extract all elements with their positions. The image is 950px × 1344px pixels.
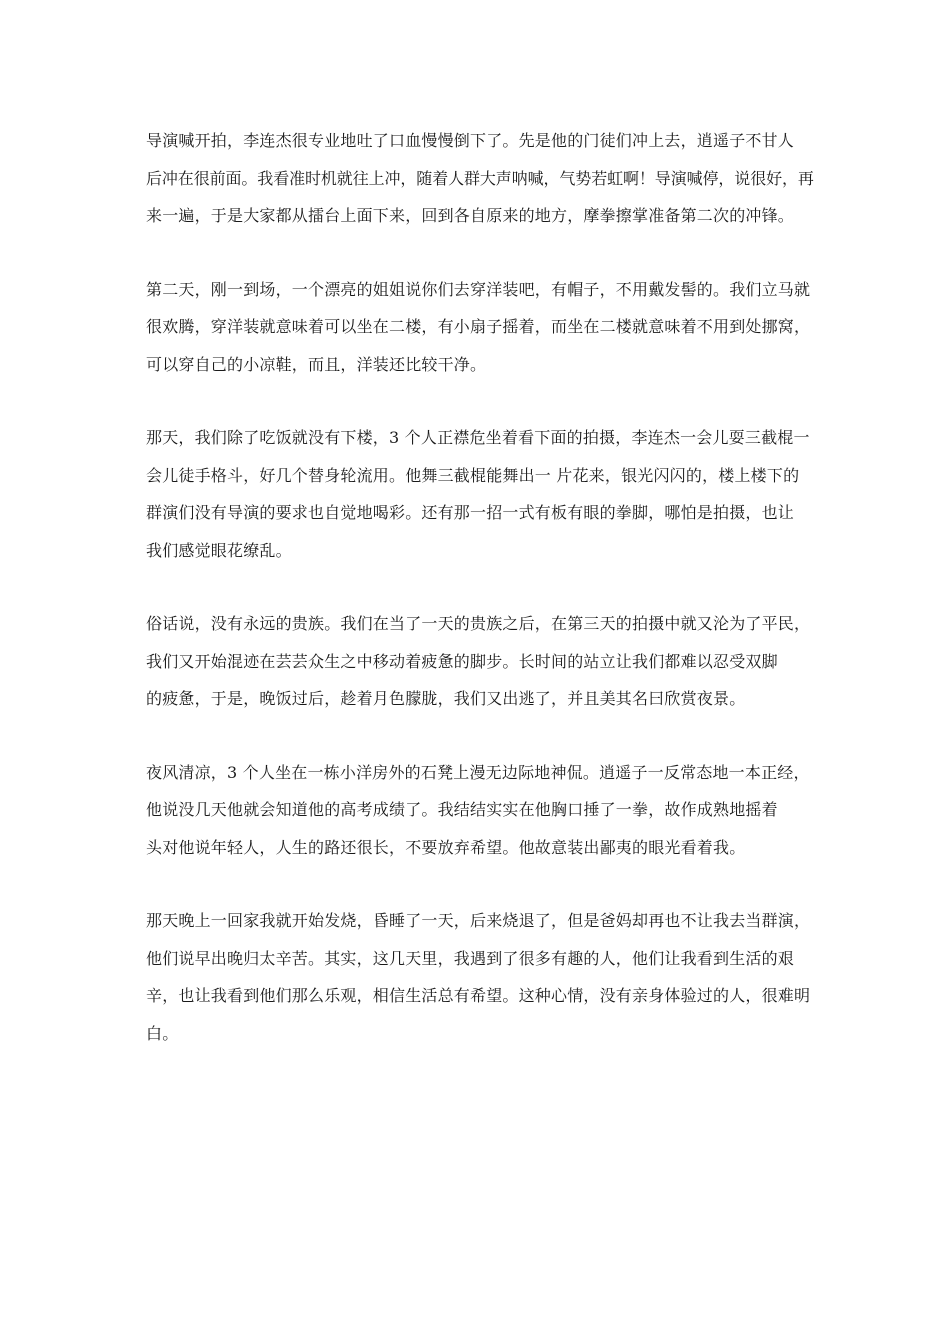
- article-body: [146, 122, 816, 1088]
- text-line: 俗话说，没有永远的贵族。我们在当了一天的贵族之后，在第三天的拍摄中就又沦为了平民，: [146, 614, 811, 633]
- paragraph-4: [146, 605, 816, 718]
- text-line: 的疲惫，于是，晚饭过后，趁着月色朦胧，我们又出逃了，并且美其名曰欣赏夜景。: [146, 689, 746, 708]
- text-line: 那天晚上一回家我就开始发烧，昏睡了一天，后来烧退了，但是爸妈却再也不让我去当群演，: [146, 911, 811, 930]
- text-line: 来一遍，于是大家都从擂台上面下来，回到各自原来的地方，摩拳擦掌准备第二次的冲锋。: [146, 206, 795, 225]
- text-line: 会儿徒手格斗，好几个替身轮流用。他舞三截棍能舞出一 片花来，银光闪闪的，楼上楼下的: [146, 465, 800, 485]
- text-line: 他说没几天他就会知道他的高考成绩了。我结结实实在他胸口捶了一拳，故作成熟地摇着: [146, 800, 778, 819]
- text-line: 头对他说年轻人，人生的路还很长，不要放弃希望。他故意装出鄙夷的眼光看着我。: [146, 837, 746, 857]
- text-line: 我们又开始混迹在芸芸众生之中移动着疲惫的脚步。长时间的站立让我们都难以忍受双脚: [146, 651, 778, 671]
- text-line: 白。: [146, 1023, 179, 1043]
- paragraph-2: [146, 271, 816, 384]
- paragraph-5: [146, 754, 816, 867]
- text-line: 辛，也让我看到他们那么乐观，相信生活总有希望。这种心情，没有亲身体验过的人，很难明: [146, 986, 811, 1005]
- text-line: 第二天，刚一到场，一个漂亮的姐姐说你们去穿洋装吧，有帽子，不用戴发髻的。我们立马就: [146, 279, 811, 299]
- text-line: 导演喊开拍，李连杰很专业地吐了口血慢慢倒下了。先是他的门徒们冲上去，逍遥子不甘人: [146, 131, 795, 150]
- paragraph-3: [146, 419, 816, 569]
- text-line: 很欢腾，穿洋装就意味着可以坐在二楼，有小扇子摇着，而坐在二楼就意味着不用到处挪窝，: [146, 317, 811, 336]
- text-line: 夜风清凉，3 个人坐在一栋小洋房外的石凳上漫无边际地神侃。逍遥子一反常态地一本正经，: [146, 762, 810, 782]
- text-line: 那天，我们除了吃饭就没有下楼，3 个人正襟危坐着看下面的拍摄，李连杰一会儿耍三截棍一: [146, 428, 810, 447]
- text-line: 我们感觉眼花缭乱。: [146, 540, 292, 560]
- paragraph-1: [146, 122, 816, 235]
- text-line: 后冲在很前面。我看准时机就往上冲，随着人群大声呐喊，气势若虹啊！导演喊停，说很好，再: [146, 168, 814, 188]
- text-line: 可以穿自己的小凉鞋，而且，洋装还比较干净。: [146, 354, 487, 374]
- paragraph-6: [146, 902, 816, 1052]
- text-line: 他们说早出晚归太辛苦。其实，这几天里，我遇到了很多有趣的人，他们让我看到生活的艰: [146, 948, 795, 968]
- text-line: 群演们没有导演的要求也自觉地喝彩。还有那一招一式有板有眼的拳脚，哪怕是拍摄，也让: [146, 503, 795, 522]
